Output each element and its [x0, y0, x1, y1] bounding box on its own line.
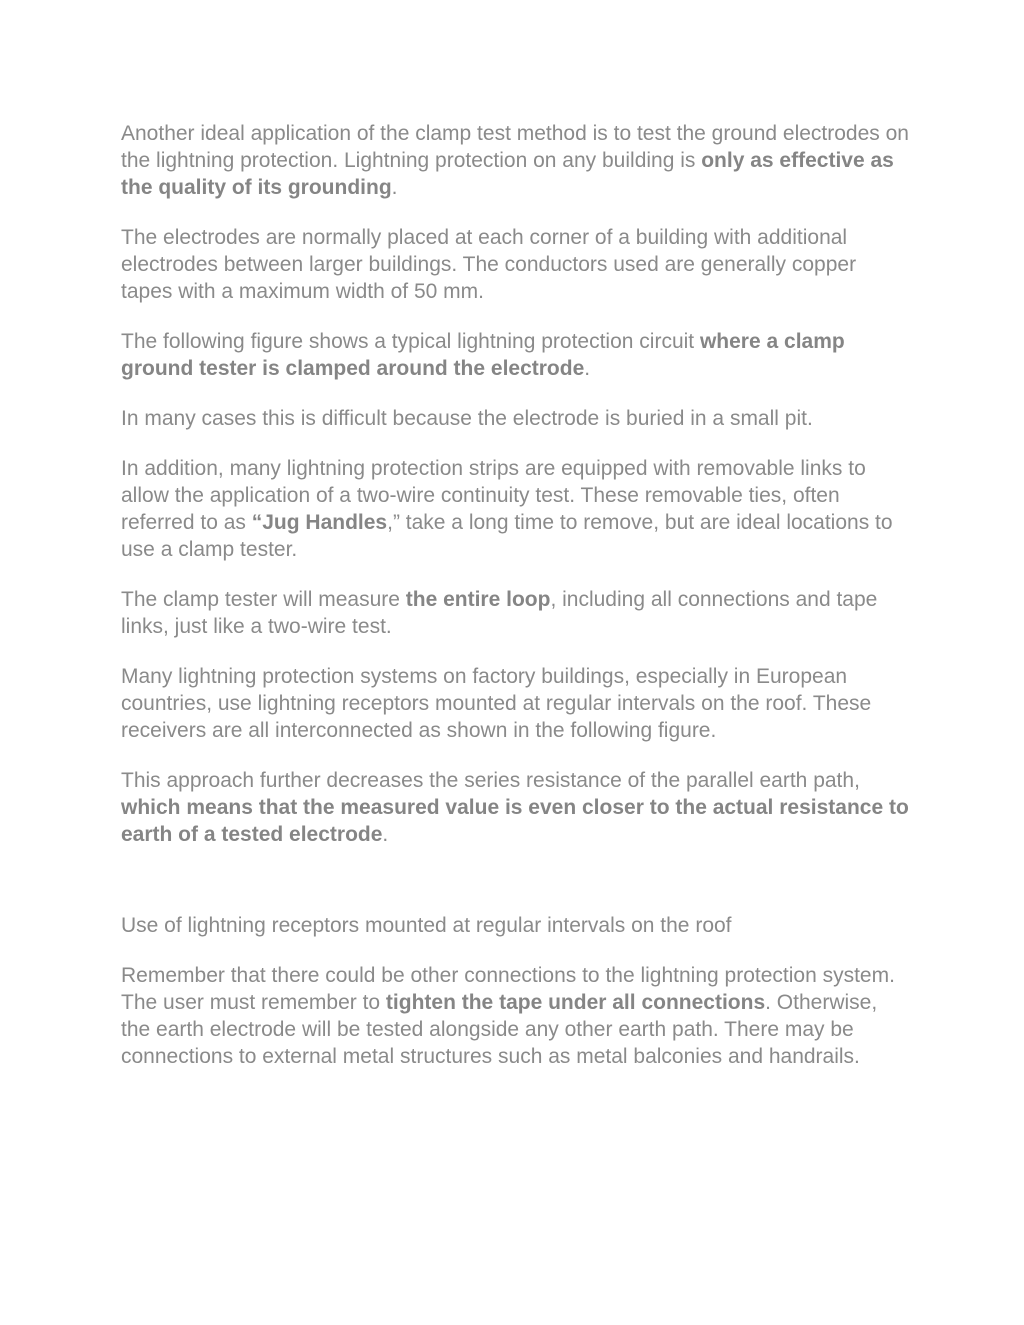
- paragraph-jug-handles: [121, 455, 911, 563]
- text-segment: Another ideal application of the clamp test method is to test the ground electrodes on the lightning protection. Lightning protection on any building is: [121, 122, 909, 172]
- text-segment: The electrodes are normally placed at each corner of a building with additional electrodes between larger buildings. The conductors used are generally copper tapes with a maximum width of 50 mm.: [121, 226, 857, 303]
- paragraph-electrode-placement: [121, 224, 911, 305]
- document-body: [121, 120, 911, 1093]
- paragraph-series-resistance: [121, 767, 911, 848]
- text-segment: Remember that there could be other connections to the lightning protection system. The user must remember to: [121, 964, 895, 1014]
- text-segment: . Otherwise, the earth electrode will be tested alongside any other earth path. There may be connections to external metal structures such as metal balconies and handrails.: [121, 991, 878, 1068]
- figure-caption: [121, 912, 911, 939]
- caption-text: Use of lightning receptors mounted at regular intervals on the roof: [121, 914, 732, 937]
- text-segment: The following figure shows a typical lightning protection circuit: [121, 330, 700, 353]
- emphasis-text: tighten the tape under all connections: [385, 991, 766, 1014]
- paragraph-lightning-receptors: [121, 663, 911, 744]
- emphasis-text: the entire loop: [405, 588, 551, 611]
- text-segment: , including all connections and tape links, just like a two-wire test.: [121, 588, 878, 638]
- paragraph-figure-reference: [121, 328, 911, 382]
- paragraph-grounding-intro: [121, 120, 911, 201]
- paragraph-buried-pit: [121, 405, 911, 432]
- emphasis-text: “Jug Handles: [251, 511, 388, 534]
- text-segment: In addition, many lightning protection strips are equipped with removable links to allow the application of a two-wire continuity test. These removable ties, often referred to as: [121, 457, 866, 534]
- text-segment: .: [382, 823, 389, 846]
- paragraph-entire-loop: [121, 586, 911, 640]
- paragraph-other-connections: [121, 962, 911, 1070]
- text-segment: .: [391, 176, 398, 199]
- text-segment: Many lightning protection systems on factory buildings, especially in European countries, use lightning receptors mounted at regular intervals on the roof. These receivers are all interconnected as shown in the following figure.: [121, 665, 872, 742]
- text-segment: ,” take a long time to remove, but are ideal locations to use a clamp tester.: [121, 511, 893, 561]
- emphasis-text: where a clamp ground tester is clamped around the electrode: [121, 330, 845, 380]
- emphasis-text: which means that the measured value is even closer to the actual resistance to earth of a tested electrode: [121, 796, 909, 846]
- text-segment: .: [584, 357, 591, 380]
- text-segment: In many cases this is difficult because the electrode is buried in a small pit.: [121, 407, 813, 430]
- emphasis-text: only as effective as the quality of its grounding: [121, 149, 894, 199]
- text-segment: The clamp tester will measure: [121, 588, 406, 611]
- text-segment: This approach further decreases the series resistance of the parallel earth path,: [121, 769, 860, 792]
